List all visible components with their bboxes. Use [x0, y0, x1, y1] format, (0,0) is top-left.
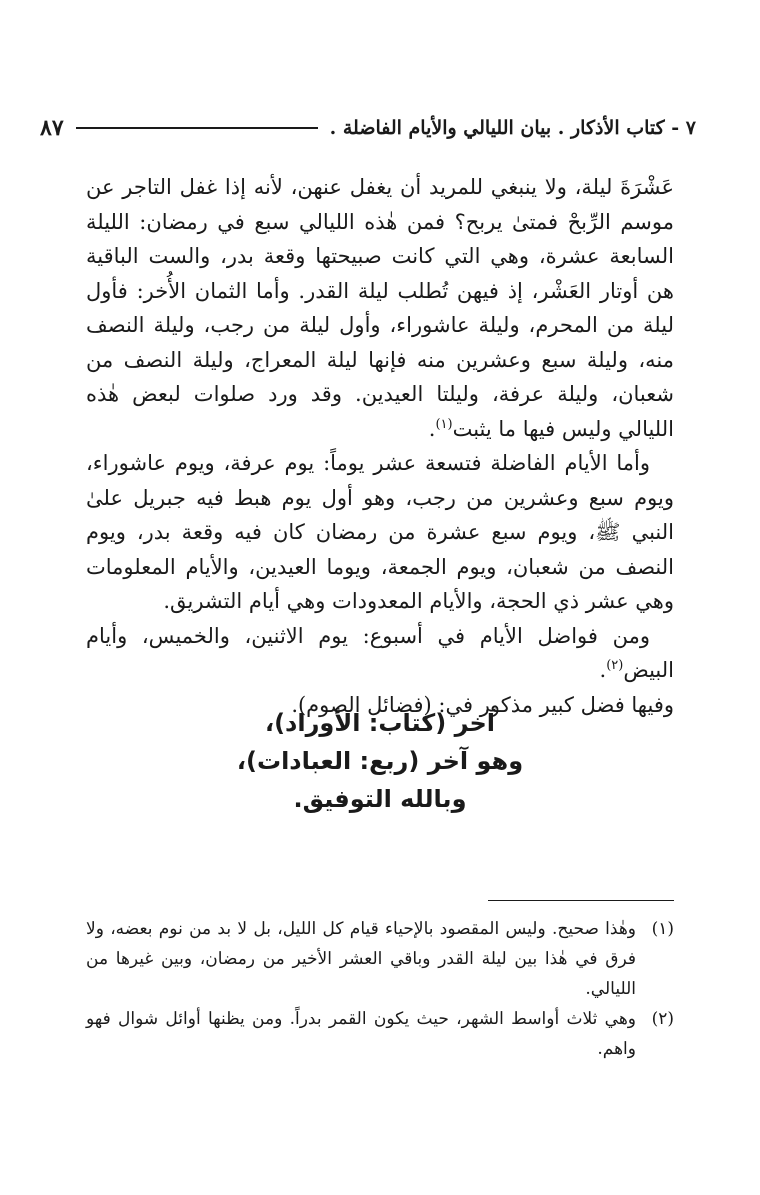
footnote-number: (١): [651, 919, 674, 939]
footnote-number: (٢): [651, 1009, 674, 1029]
running-header: [40, 112, 696, 144]
chapter-title: ٧ - كتاب الأذكار . بيان الليالي والأيام الفاضلة .: [329, 117, 696, 139]
paragraph-nights-text: عَشْرَةَ ليلة، ولا ينبغي للمريد أن يغفل عنهن، لأنه إذا غفل التاجر عن موسم الرِّبحْ فمتىٰ يربح؟ فمن هٰذه الليالي سبع في رمضان: الليلة السابعة عشرة، وهي التي كانت صبيحتها وقعة بدر، والست الباقية هن أوتار العَشْر، إذ فيهن تُطلب ليلة القدر. وأما الثمان الأُخر: فأول ليلة من المحرم، وليلة عاشوراء، وأول ليلة من رجب، وليلة النصف منه، وليلة سبع وعشرين منه فإنها ليلة المعراج، وليلة النصف من شعبان، وليلة عرفة، وليلتا العيدين. وقد ورد صلوات لبعض هٰذه الليالي وليس فيها ما يثبت: [86, 175, 674, 441]
footnote-text: وهٰذا صحيح. وليس المقصود بالإحياء قيام كل الليل، بل لا بد من نوم بعضه، ولا فرق في هٰذا بين ليلة القدر وباقي العشر الأخير من رمضان، وبين غيرها من الليالي.: [86, 919, 636, 999]
body-text: [86, 170, 674, 722]
paragraph-days: وأما الأيام الفاضلة فتسعة عشر يوماً: يوم عرفة، ويوم عاشوراء، ويوم سبع وعشرين من رجب، وهو أول يوم هبط فيه جبريل علىٰ النبي ﷺ، ويوم سبع عشرة من رمضان كان فيه وقعة بدر، ويوم النصف من شعبان، ويوم الجمعة، ويوما العيدين، والأيام المعلومات وهي عشر ذي الحجة، والأيام المعدودات وهي أيام التشريق.: [86, 451, 674, 613]
footnote-1: [86, 914, 674, 1004]
paragraph-weekdays-text: ومن فواضل الأيام في أسبوع: يوم الاثنين، والخميس، وأيام البيض: [86, 623, 674, 682]
footnote-text: وهي ثلاث أواسط الشهر، حيث يكون القمر بدراً. ومن يظنها أوائل شوال فهو واهم.: [86, 1009, 636, 1059]
closing-block: [86, 704, 674, 818]
footnote-2: [86, 1004, 674, 1064]
period: .: [599, 658, 607, 682]
page-number: ٨٧: [40, 115, 64, 141]
closing-line-3: وبالله التوفيق.: [293, 785, 467, 813]
header-rule: [76, 127, 318, 129]
closing-line-2: وهو آخر (ربع: العبادات)،: [236, 747, 524, 775]
footnotes: [86, 914, 674, 1064]
footnote-ref-1[interactable]: (١): [435, 416, 453, 432]
footnote-divider: [488, 900, 674, 901]
period: .: [428, 416, 436, 441]
paragraph-fasting-ref: وفيها فضل كبير مذكور في: (فضائل الصوم).: [291, 692, 674, 717]
footnote-ref-2[interactable]: (٢): [606, 658, 624, 673]
closing-line-1: آخر (كتاب: الأوراد)،: [264, 709, 496, 737]
paragraph-nights: [86, 170, 674, 446]
